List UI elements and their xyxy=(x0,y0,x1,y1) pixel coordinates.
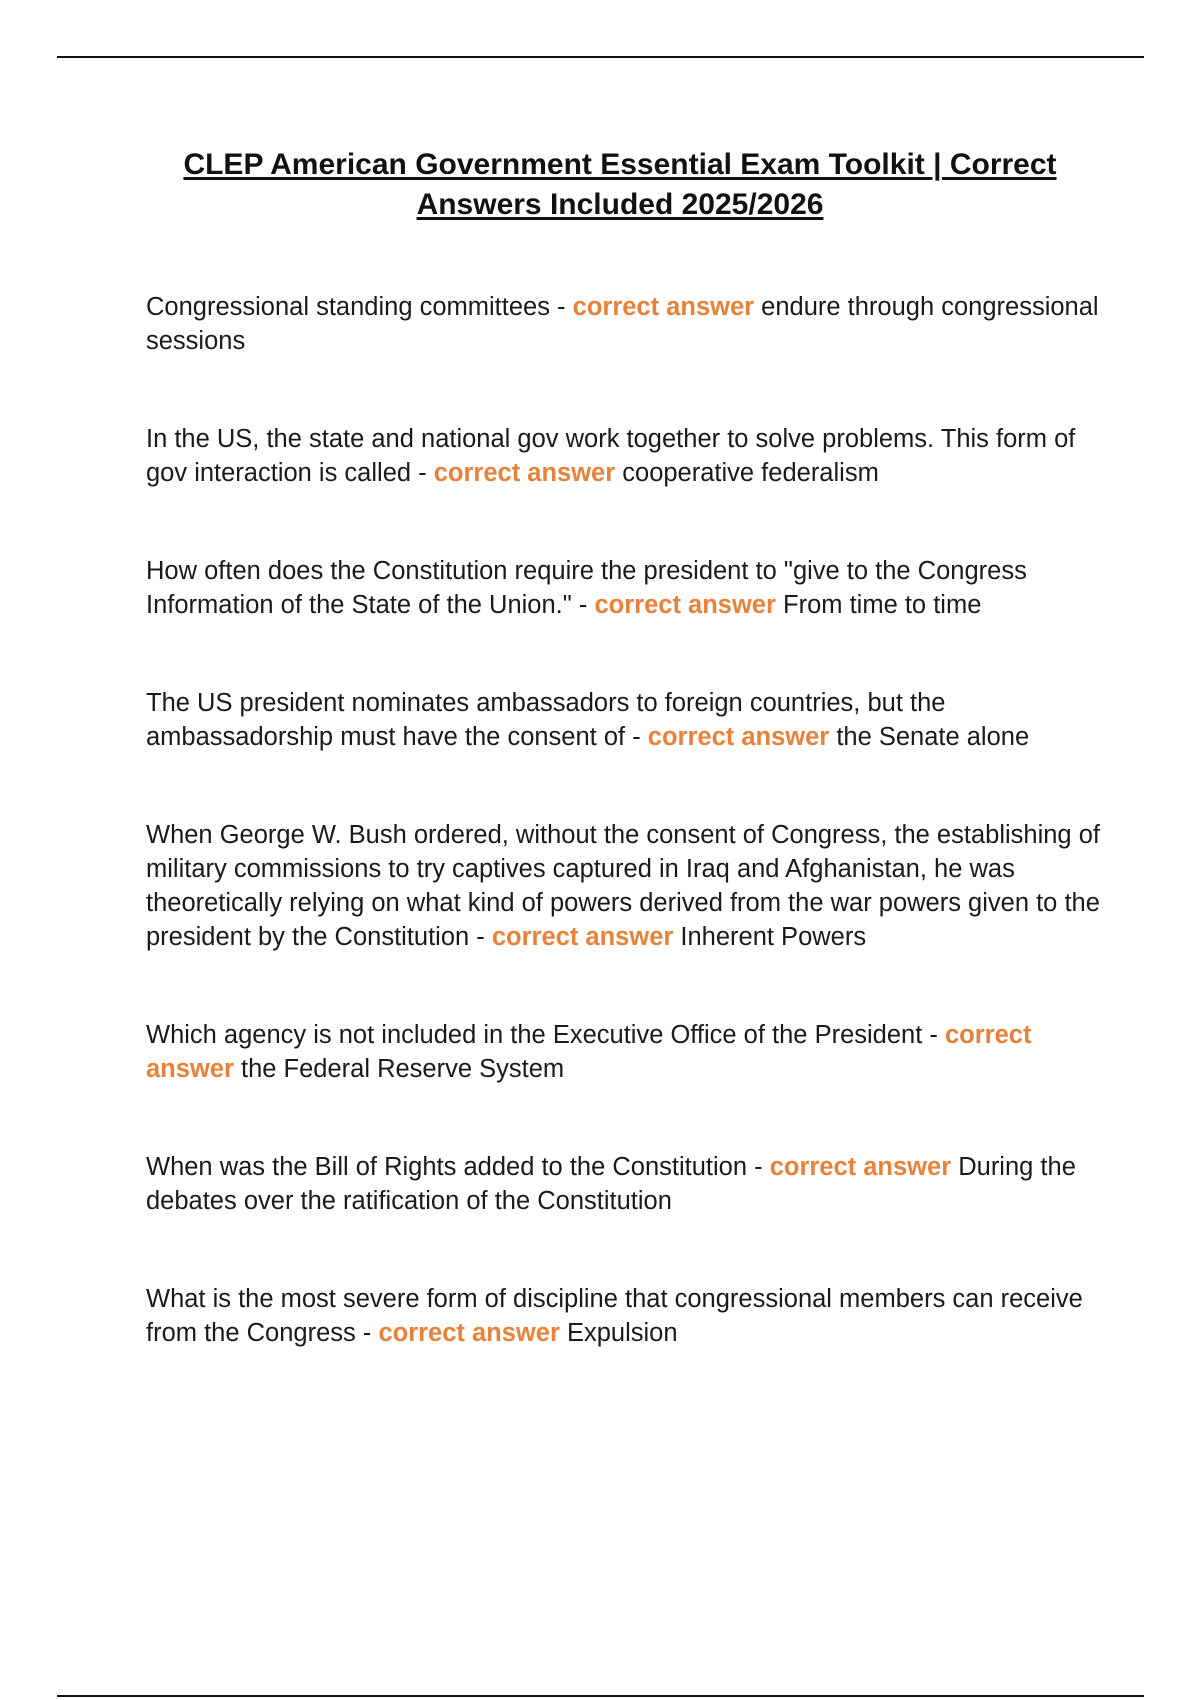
question-text: Congressional standing committees xyxy=(146,293,550,321)
answer-label: correct answer xyxy=(769,1153,952,1181)
qa-list xyxy=(146,290,1106,1350)
answer-text: From time to time xyxy=(783,591,982,619)
answer-label: correct answer xyxy=(146,1021,1032,1083)
separator: - xyxy=(549,293,573,321)
separator: - xyxy=(355,1319,379,1347)
separator: - xyxy=(571,591,595,619)
footer-rule xyxy=(57,1695,1144,1697)
qa-item xyxy=(146,1018,1106,1086)
answer-text: cooperative federalism xyxy=(622,459,879,487)
answer-text: the Senate alone xyxy=(836,723,1030,751)
separator: - xyxy=(922,1021,945,1049)
answer-label: correct answer xyxy=(433,459,616,487)
answer-text: endure through congressional sessions xyxy=(146,293,1099,355)
qa-item xyxy=(146,1282,1106,1350)
question-text: In the US, the state and national gov work together to solve problems. This form of gov interaction is called xyxy=(146,425,1076,487)
answer-text: During the debates over the ratification of the Constitution xyxy=(146,1153,1076,1215)
qa-item xyxy=(146,818,1106,954)
header-rule xyxy=(57,56,1144,58)
question-text: The US president nominates ambassadors to foreign countries, but the ambassadorship must have the consent of xyxy=(146,689,946,751)
question-text: When was the Bill of Rights added to the Constitution xyxy=(146,1153,748,1181)
answer-label: correct answer xyxy=(572,293,755,321)
answer-text: Expulsion xyxy=(566,1319,678,1347)
question-text: When George W. Bush ordered, without the consent of Congress, the establishing of military commissions to try captives captured in Iraq and Afghanistan, he was theoretically relying on what kind of powers derived from the war powers given to the president by the Constitution xyxy=(146,821,1100,951)
separator: - xyxy=(469,923,492,951)
answer-text: Inherent Powers xyxy=(680,923,867,951)
answer-text: the Federal Reserve System xyxy=(240,1055,565,1083)
separator: - xyxy=(747,1153,770,1181)
answer-label: correct answer xyxy=(594,591,776,619)
separator: - xyxy=(625,723,648,751)
qa-item xyxy=(146,290,1106,358)
qa-item xyxy=(146,554,1106,622)
answer-label: correct answer xyxy=(491,923,674,951)
question-text: What is the most severe form of discipline that congressional members can receive from the Congress xyxy=(146,1285,1083,1347)
separator: - xyxy=(411,459,434,487)
question-text: Which agency is not included in the Executive Office of the President xyxy=(146,1021,923,1049)
answer-label: correct answer xyxy=(378,1319,560,1347)
qa-item xyxy=(146,686,1106,754)
document-title: CLEP American Government Essential Exam Toolkit | Correct Answers Included 2025/2026 xyxy=(183,148,1057,221)
qa-item xyxy=(146,1150,1106,1218)
qa-item xyxy=(146,422,1106,490)
answer-label: correct answer xyxy=(647,723,830,751)
question-text: How often does the Constitution require the president to "give to the Congress Information of the State of the Union." xyxy=(146,557,1027,619)
